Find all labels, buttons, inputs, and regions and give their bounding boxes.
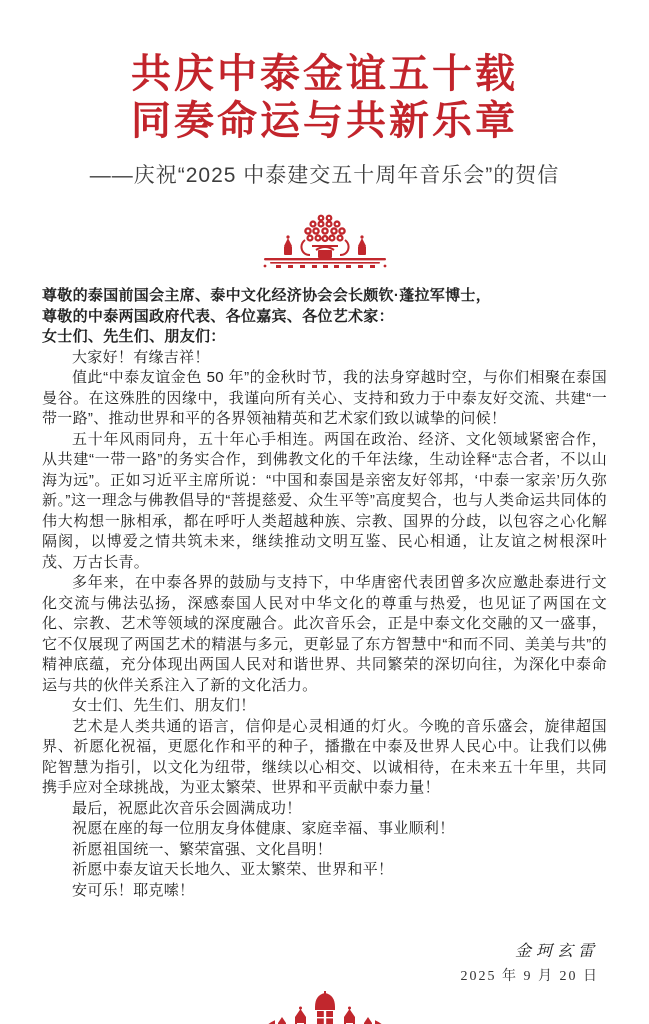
paragraph-fifty-years: 五十年风雨同舟，五十年心手相连。两国在政治、经济、文化领域紧密合作，从共建“一带一路”的务实合作，到佛教文化的千年法缘，生动诠释“志合者，不以山海为远”。正如习近平主席所说：“中国和泰国是亲密友好邻邦，‘中泰一家亲’历久弥新。”这一理念与佛教倡导的“菩提慈爱、众生平等”高度契合，也与人类命运共同体的伟大构想一脉相承，都在呼吁人类超越种族、宗教、国界的分歧，以包容之心化解隔阂，以博爱之情共筑未来，继续推动文明互鉴、民心相通，让友谊之树根深叶茂、万古长青。 [42,430,607,571]
wish-line-1: 最后，祝愿此次音乐会圆满成功！ [72,799,302,817]
lotus-crown-emblem-icon [0,210,649,274]
paragraph-art-language: 艺术是人类共通的语言，信仰是心灵相通的灯火。今晚的音乐盛会，旋律超国界、祈愿化祝福，更愿化作和平的种子，播撒在中泰及世界人民心中。让我们以佛陀智慧为指引，以文化为纽带，继续以心相交、以诚相待，在未来五十年里，共同携手应对全球挑战，为亚太繁荣、世界和平贡献中泰力量！ [42,717,607,796]
signature-block [42,938,607,985]
title-line-1: 共庆中泰金谊五十载 [131,51,518,96]
wish-line-3: 祈愿祖国统一、繁荣富强、文化昌明！ [72,840,333,858]
address-line: 女士们、先生们、朋友们！ [72,697,256,714]
paragraph-cultural-exchange: 多年来，在中泰各界的鼓励与支持下，中华唐密代表团曾多次应邀赴泰进行文化交流与佛法弘扬，深感泰国人民对中华文化的尊重与热爱，也见证了两国在文化、宗教、艺术等领域的深度融合。此次音乐会，正是中泰文化交融的又一盛事，它不仅展现了两国艺术的精湛与多元，更彰显了东方智慧中“和而不同、美美与共”的精神底蕴，充分体现出两国人民对和谐世界、共同繁荣的深切向往，为深化中泰命运与共的伙伴关系注入了新的文化活力。 [42,574,607,694]
letter-body [42,286,607,901]
signature-name: 金珂玄雷 [514,943,599,960]
letter-title [0,50,649,144]
salutation-line-3: 女士们、先生们、朋友们： [42,328,226,345]
greeting-line: 大家好！有缘吉祥！ [72,348,210,366]
salutation-line-2: 尊敬的中泰两国政府代表、各位嘉宾、各位艺术家： [42,307,394,325]
mandala-palace-emblem-icon [0,991,649,1024]
letter-subtitle: ——庆祝“2025 中泰建交五十周年音乐会”的贺信 [89,164,560,187]
salutation-line-1: 尊敬的泰国前国会主席、泰中文化经济协会会长颇钦·蓬拉军博士， [42,287,491,304]
farewell-line: 安可乐！耶克嗦！ [72,881,195,899]
signature-date: 2025 年 9 月 20 日 [460,969,599,984]
paragraph-occasion: 值此“中泰友谊金色 50 年”的金秋时节，我的法身穿越时空，与你们相聚在泰国曼谷。在这殊胜的因缘中，我谨向所有关心、支持和致力于中泰友好交流、共建“一带一路”、推动世界和平的各界领袖精英和艺术家们致以诚挚的问候！ [42,369,607,427]
title-line-2: 同奏命运与共新乐章 [131,98,518,143]
wish-line-4: 祈愿中泰友谊天长地久、亚太繁荣、世界和平！ [72,861,394,878]
wish-line-2: 祝愿在座的每一位朋友身体健康、家庭幸福、事业顺利！ [72,820,455,837]
